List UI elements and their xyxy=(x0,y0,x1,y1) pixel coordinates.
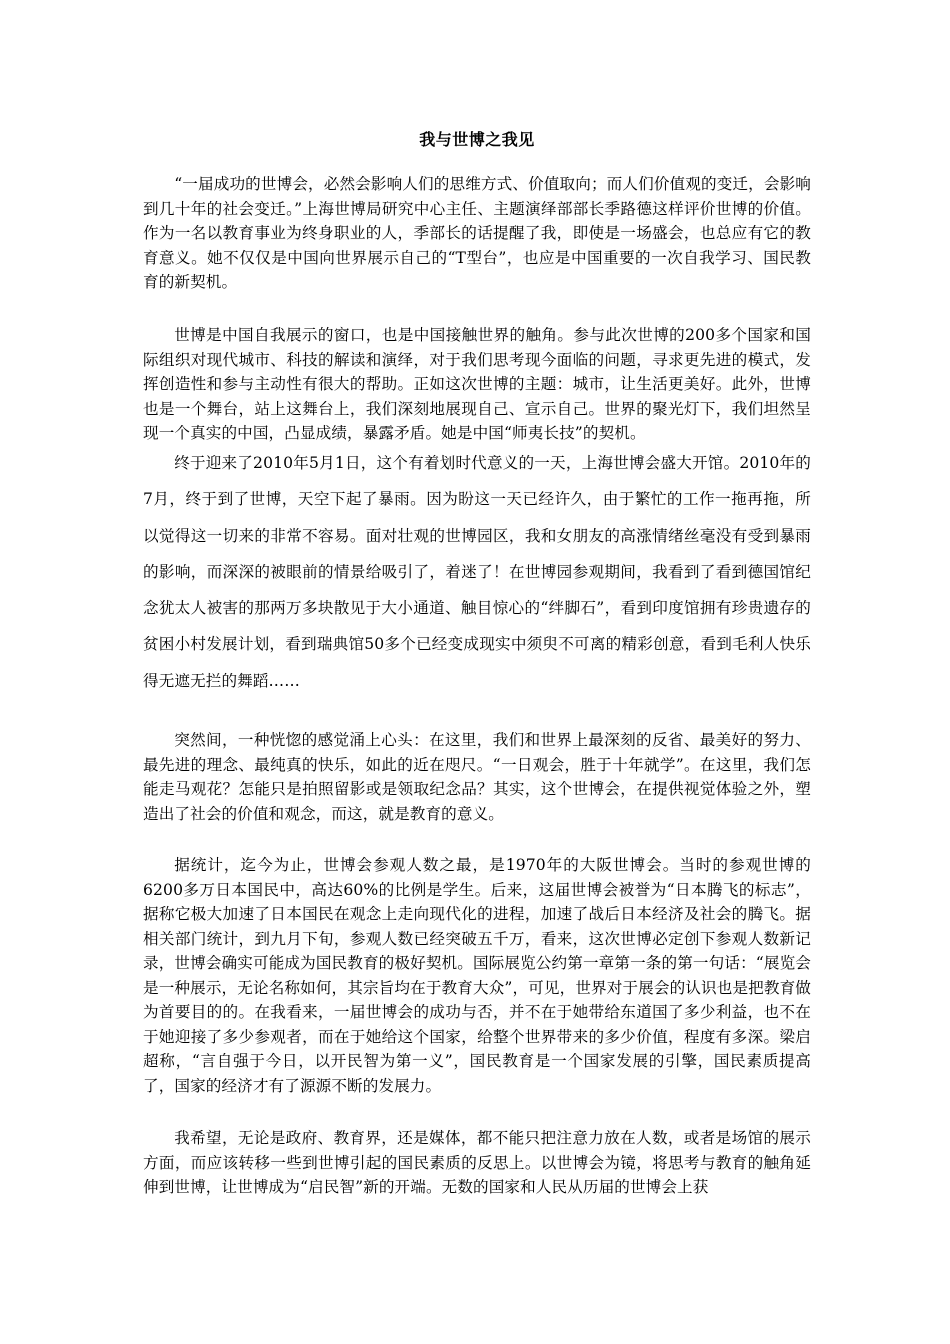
paragraph-5: 据统计，迄今为止，世博会参观人数之最，是1970年的大阪世博会。当时的参观世博的6200多万日本国民中，高达60%的比例是学生。后来，这届世博会被誉为“日本腾飞的标志”，据称它极大加速了日本国民在观念上走向现代化的进程，加速了战后日本经济及社会的腾飞。据相关部门统计，到九月下旬，参观人数已经突破五千万，看来，这次世博必定创下参观人数新记录，世博会确实可能成为国民教育的极好契机。国际展览公约第一章第一条的第一句话：“展览会是一种展示，无论名称如何，其宗旨均在于教育大众”，可见，世界对于展会的认识也是把教育做为首要目的的。在我看来，一届世博会的成功与否，并不在于她带给东道国了多少利益，也不在于她迎接了多少参观者，而在于她给这个国家，给整个世界带来的多少价值，程度有多深。梁启超称，“言自强于今日，以开民智为第一义”，国民教育是一个国家发展的引擎，国民素质提高了，国家的经济才有了源源不断的发展力。 xyxy=(143,856,811,1095)
paragraph-2: 世博是中国自我展示的窗口，也是中国接触世界的触角。参与此次世博的200多个国家和国际组织对现代城市、科技的解读和演绎，对于我们思考现今面临的问题，寻求更先进的模式，发挥创造性和参与主动性有很大的帮助。正如这次世博的主题：城市，让生活更美好。此外，世博也是一个舞台，站上这舞台上，我们深刻地展现自己、宣示自己。世界的聚光灯下，我们坦然呈现一个真实的中国，凸显成绩，暴露矛盾。她是中国“师夷长技”的契机。 xyxy=(143,326,811,442)
document-title: 我与世博之我见 xyxy=(419,130,535,149)
paragraph-1: “一届成功的世博会，必然会影响人们的思维方式、价值取向；而人们价值观的变迁，会影响到几十年的社会变迁。”上海世博局研究中心主任、主题演绎部部长季路德这样评价世博的价值。作为一名以教育事业为终身职业的人，季部长的话提醒了我，即使是一场盛会，也总应有它的教育意义。她不仅仅是中国向世界展示自己的“T型台”，也应是中国重要的一次自我学习、国民教育的新契机。 xyxy=(143,175,811,291)
paragraph-4: 突然间，一种恍惚的感觉涌上心头：在这里，我们和世界上最深刻的反省、最美好的努力、最先进的理念、最纯真的快乐，如此的近在咫尺。“一日观会，胜于十年就学”。在这里，我们怎能走马观花？怎能只是拍照留影或是领取纪念品？其实，这个世博会，在提供视觉体验之外，塑造出了社会的价值和观念，而这，就是教育的意义。 xyxy=(143,731,811,823)
paragraph-3: 终于迎来了2010年5月1日，这个有着划时代意义的一天，上海世博会盛大开馆。2010年的7月，终于到了世博，天空下起了暴雨。因为盼这一天已经许久，由于繁忙的工作一拖再拖，所以觉得这一切来的非常不容易。面对壮观的世博园区，我和女朋友的高涨情绪丝毫没有受到暴雨的影响，而深深的被眼前的情景给吸引了，着迷了！在世博园参观期间，我看到了看到德国馆纪念犹太人被害的那两万多块散见于大小通道、触目惊心的“绊脚石”，看到印度馆拥有珍贵遗存的贫困小村发展计划，看到瑞典馆50多个已经变成现实中须臾不可离的精彩创意，看到毛利人快乐得无遮无拦的舞蹈…… xyxy=(143,454,811,690)
paragraph-6: 我希望，无论是政府、教育界，还是媒体，都不能只把注意力放在人数，或者是场馆的展示方面，而应该转移一些到世博引起的国民素质的反思上。以世博会为镜，将思考与教育的触角延伸到世博，让世博成为“启民智”新的开端。无数的国家和人民从历届的世博会上获 xyxy=(143,1129,811,1196)
